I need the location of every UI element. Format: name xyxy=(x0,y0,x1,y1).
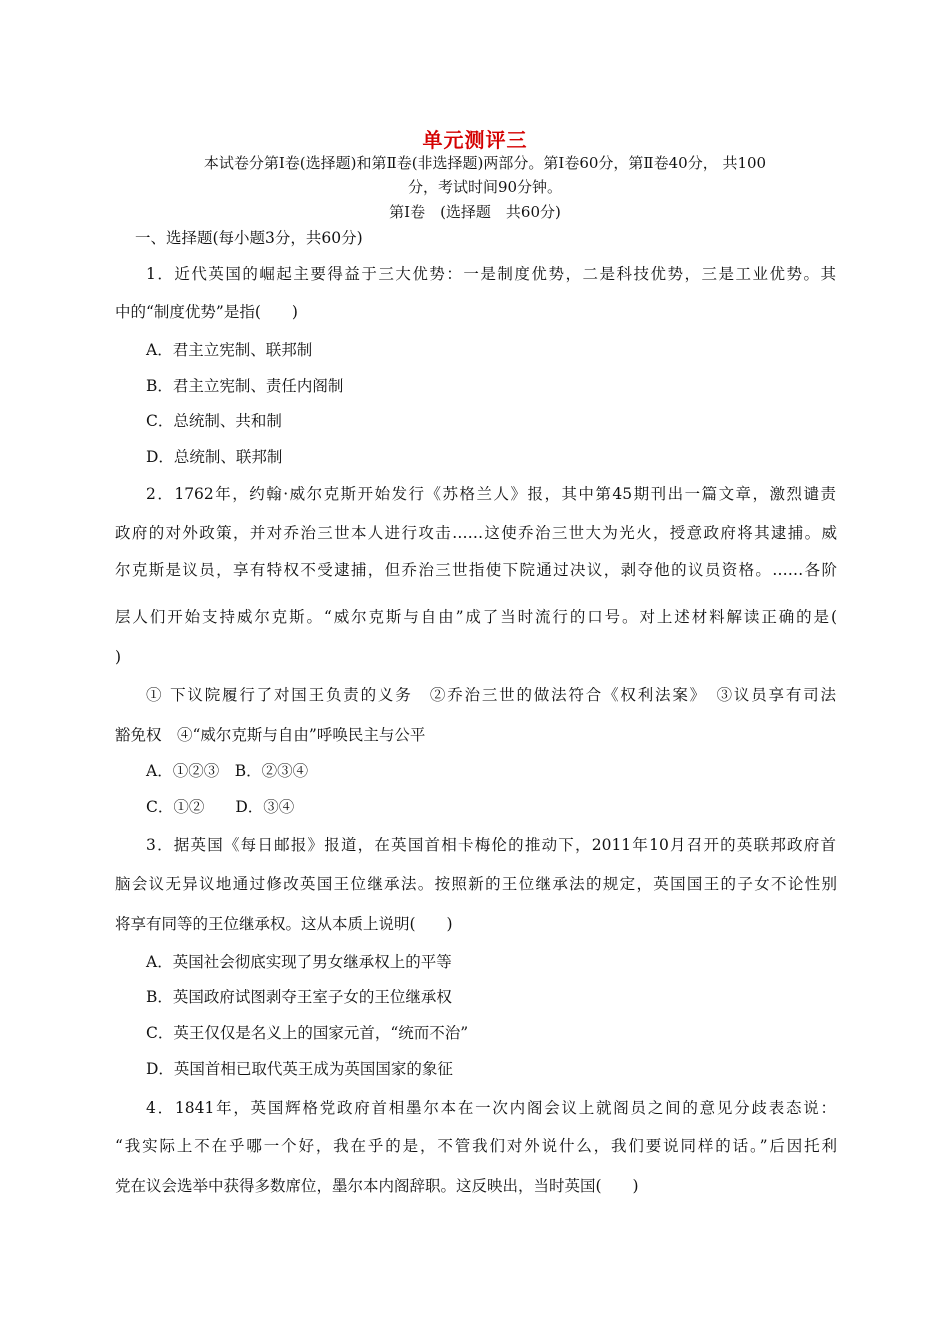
q3-option-d: D．英国首相已取代英王成为英国国家的象征 xyxy=(146,1060,453,1078)
q2-options-ab: A．①②③ B．②③④ xyxy=(146,762,309,780)
q3-stem-line-1: 3．据英国《每日邮报》报道，在英国首相卡梅伦的推动下，2011年10月召开的英联邦政府首 xyxy=(146,836,836,854)
q1-option-d: D．总统制、联邦制 xyxy=(146,448,283,466)
page-title: 单元测评三 xyxy=(422,128,528,152)
q4-stem-line-2: “我实际上不在乎哪一个好，我在乎的是，不管我们对外说什么，我们要说同样的话。”后因托利 xyxy=(115,1137,837,1155)
instructions-line-1: 本试卷分第Ⅰ卷(选择题)和第Ⅱ卷(非选择题)两部分。第Ⅰ卷60分，第Ⅱ卷40分， 共100 xyxy=(203,154,767,172)
q3-option-a: A．英国社会彻底实现了男女继承权上的平等 xyxy=(146,953,452,971)
q2-stem-line-3: 尔克斯是议员，享有特权不受逮捕，但乔治三世指使下院通过决议，剥夺他的议员资格。……各阶 xyxy=(115,561,837,579)
q1-option-b: B．君主立宪制、责任内阁制 xyxy=(146,377,344,395)
part-1-heading: 第Ⅰ卷 (选择题 共60分) xyxy=(389,203,561,221)
q4-stem-line-3: 党在议会选举中获得多数席位，墨尔本内阁辞职。这反映出，当时英国( ) xyxy=(115,1177,639,1195)
q2-stem-line-1: 2．1762年，约翰·威尔克斯开始发行《苏格兰人》报，其中第45期刊出一篇文章，激烈谴责 xyxy=(146,485,836,503)
q4-stem-line-1: 4．1841年，英国辉格党政府首相墨尔本在一次内阁会议上就阁员之间的意见分歧表态说： xyxy=(146,1099,836,1117)
q3-option-c: C．英王仅仅是名义上的国家元首，“统而不治” xyxy=(146,1024,469,1042)
q2-stem-line-2: 政府的对外政策，并对乔治三世本人进行攻击……这使乔治三世大为光火，授意政府将其逮捕。威 xyxy=(115,524,837,542)
q1-stem-line-1: 1．近代英国的崛起主要得益于三大优势：一是制度优势，二是科技优势，三是工业优势。其 xyxy=(146,265,836,283)
q2-stem-line-4: 层人们开始支持威尔克斯。“威尔克斯与自由”成了当时流行的口号。对上述材料解读正确的是( xyxy=(115,608,837,626)
q3-option-b: B．英国政府试图剥夺王室子女的王位继承权 xyxy=(146,988,452,1006)
q2-stem-line-5: ) xyxy=(115,648,122,666)
q1-option-c: C．总统制、共和制 xyxy=(146,412,282,430)
q3-stem-line-3: 将享有同等的王位继承权。这从本质上说明( ) xyxy=(115,915,453,933)
q3-stem-line-2: 脑会议无异议地通过修改英国王位继承法。按照新的王位继承法的规定，英国国王的子女不论性别 xyxy=(115,875,837,893)
exam-instructions xyxy=(140,151,830,199)
instructions-line-2: 分，考试时间90分钟。 xyxy=(407,178,563,196)
q2-options-cd: C．①② D．③④ xyxy=(146,798,295,816)
q1-option-a: A．君主立宪制、联邦制 xyxy=(146,341,313,359)
section-heading: 一、选择题(每小题3分，共60分) xyxy=(135,229,363,247)
q2-items-line-1: ① 下议院履行了对国王负责的义务 ②乔治三世的做法符合《权利法案》 ③议员享有司法 xyxy=(146,686,836,704)
q2-items-line-2: 豁免权 ④“威尔克斯与自由”呼唤民主与公平 xyxy=(115,726,426,744)
q1-stem-line-2: 中的“制度优势”是指( ) xyxy=(115,303,298,321)
